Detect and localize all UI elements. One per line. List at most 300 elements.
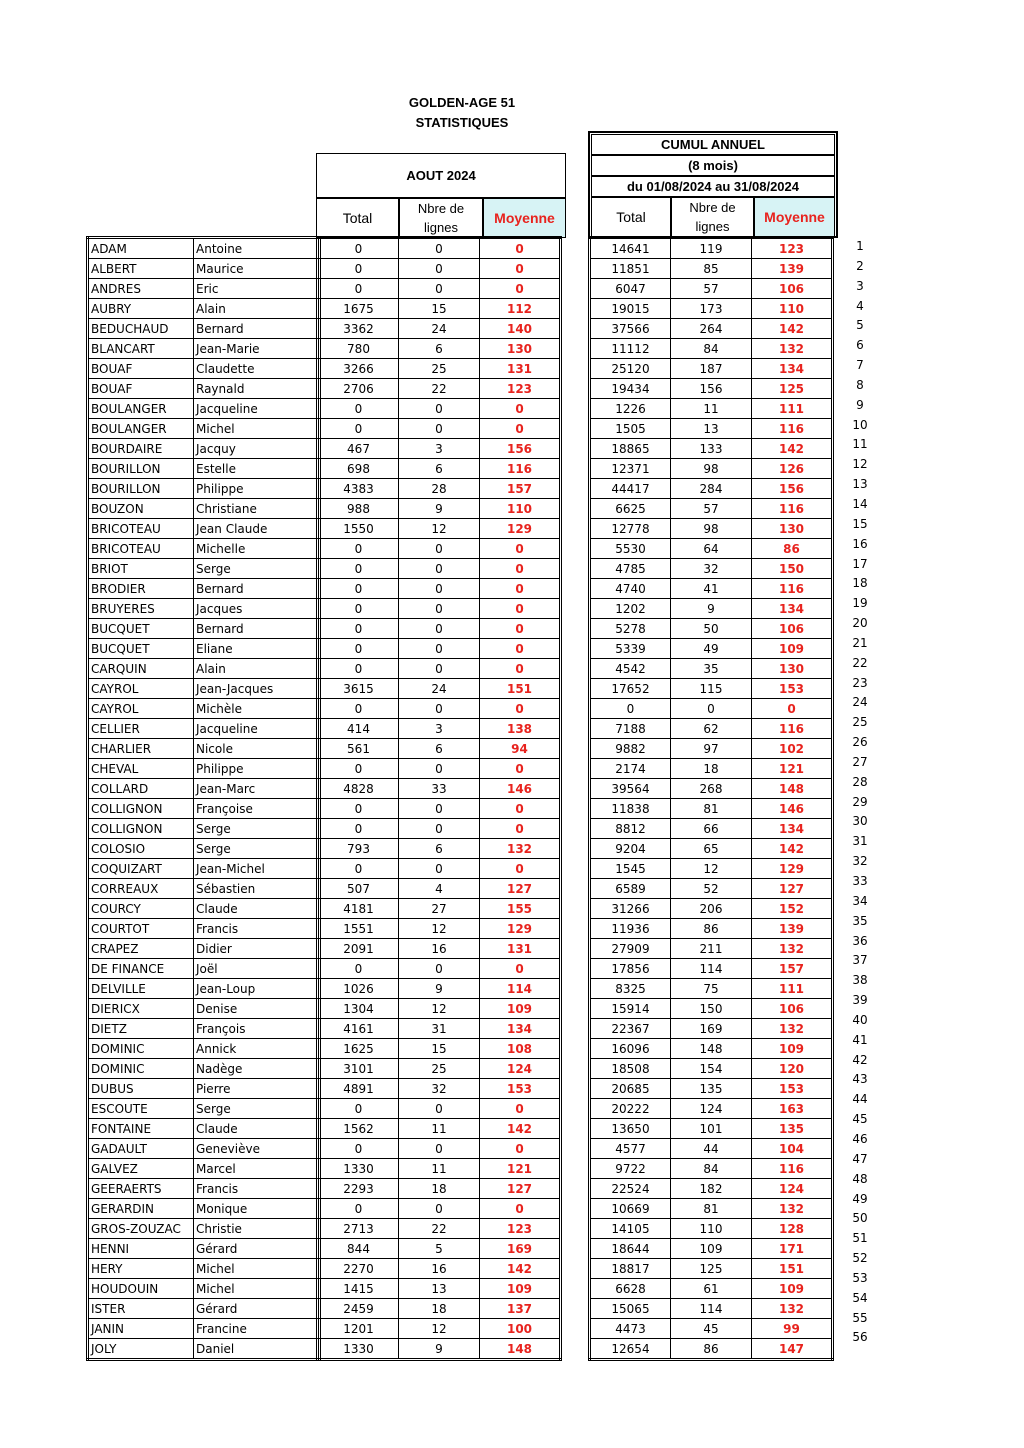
table-row (590, 1179, 833, 1199)
aout-total-cell: 988 (318, 499, 399, 519)
table-row (590, 999, 833, 1019)
cumul-total-cell: 4740 (590, 579, 671, 599)
table-row (88, 739, 320, 759)
aout-moyenne-cell: 0 (480, 699, 561, 719)
table-row (88, 1119, 320, 1139)
table-row (590, 238, 833, 259)
cumul-lignes-cell: 45 (671, 1319, 752, 1339)
aout-lignes-cell: 0 (399, 539, 480, 559)
player-lastname: COLLARD (88, 779, 194, 799)
aout-lignes-cell: 0 (399, 1139, 480, 1159)
player-lastname: HERY (88, 1259, 194, 1279)
cumul-total-cell: 13650 (590, 1119, 671, 1139)
player-firstname: Christie (194, 1219, 320, 1239)
table-row (318, 1079, 561, 1099)
table-row (590, 599, 833, 619)
cumul-moyenne-cell: 111 (752, 979, 833, 999)
aout-lignes-cell: 12 (399, 1319, 480, 1339)
cumul-date-range: du 01/08/2024 au 31/08/2024 (591, 176, 835, 197)
aout-total-cell: 0 (318, 419, 399, 439)
aout-moyenne-cell: 0 (480, 238, 561, 259)
cumul-lignes-cell: 57 (671, 279, 752, 299)
table-row (318, 319, 561, 339)
cumul-moyenne-cell: 126 (752, 459, 833, 479)
aout-moyenne-cell: 124 (480, 1059, 561, 1079)
aout-moyenne-cell: 0 (480, 1139, 561, 1159)
table-row (88, 499, 320, 519)
cumul-moyenne-cell: 110 (752, 299, 833, 319)
aout-total-cell: 2459 (318, 1299, 399, 1319)
cumul-lignes-cell: 0 (671, 699, 752, 719)
table-row (590, 459, 833, 479)
player-firstname: Francis (194, 1179, 320, 1199)
aout-moyenne-cell: 0 (480, 599, 561, 619)
cumul-moyenne-cell: 111 (752, 399, 833, 419)
player-firstname: Maurice (194, 259, 320, 279)
aout-moyenne-header: Moyenne (483, 198, 566, 238)
aout-lignes-cell: 3 (399, 439, 480, 459)
cumul-total-cell: 44417 (590, 479, 671, 499)
player-firstname: Michel (194, 419, 320, 439)
table-row (590, 839, 833, 859)
table-row (88, 619, 320, 639)
player-lastname: BRIOT (88, 559, 194, 579)
cumul-total-cell: 1505 (590, 419, 671, 439)
aout-moyenne-cell: 131 (480, 359, 561, 379)
cumul-moyenne-cell: 132 (752, 939, 833, 959)
cumul-moyenne-cell: 121 (752, 759, 833, 779)
rank-number: 53 (852, 1270, 868, 1285)
player-lastname: ALBERT (88, 259, 194, 279)
cumul-lignes-cell: 64 (671, 539, 752, 559)
cumul-total-cell: 6047 (590, 279, 671, 299)
cumul-total-cell: 15065 (590, 1299, 671, 1319)
table-row (318, 419, 561, 439)
cumul-total-cell: 18817 (590, 1259, 671, 1279)
aout-lignes-cell: 0 (399, 279, 480, 299)
cumul-moyenne-cell: 147 (752, 1339, 833, 1360)
cumul-total-cell: 15914 (590, 999, 671, 1019)
player-lastname: HENNI (88, 1239, 194, 1259)
cumul-total-cell: 27909 (590, 939, 671, 959)
cumul-moyenne-cell: 116 (752, 499, 833, 519)
cumul-lignes-cell: 50 (671, 619, 752, 639)
rank-number: 48 (852, 1171, 868, 1186)
cumul-moyenne-cell: 152 (752, 899, 833, 919)
cumul-lignes-cell: 97 (671, 739, 752, 759)
cumul-moyenne-cell: 102 (752, 739, 833, 759)
cumul-moyenne-cell: 153 (752, 679, 833, 699)
table-row (590, 899, 833, 919)
cumul-total-cell: 5278 (590, 619, 671, 639)
player-firstname: Jacqueline (194, 719, 320, 739)
aout-moyenne-cell: 134 (480, 1019, 561, 1039)
table-row (590, 279, 833, 299)
player-firstname: Jean-Marc (194, 779, 320, 799)
player-firstname: Eric (194, 279, 320, 299)
cumul-moyenne-cell: 116 (752, 1159, 833, 1179)
rank-number: 24 (852, 695, 868, 710)
player-lastname: BRICOTEAU (88, 539, 194, 559)
aout-period-header (316, 153, 566, 198)
rank-number: 5 (856, 318, 864, 333)
cumul-total-cell: 12778 (590, 519, 671, 539)
cumul-lignes-cell: 75 (671, 979, 752, 999)
rank-number: 52 (852, 1251, 868, 1266)
rank-number: 41 (852, 1032, 868, 1047)
aout-lignes-cell: 24 (399, 679, 480, 699)
aout-moyenne-cell: 108 (480, 1039, 561, 1059)
aout-total-cell: 561 (318, 739, 399, 759)
player-lastname: COQUIZART (88, 859, 194, 879)
rank-number: 46 (852, 1131, 868, 1146)
rank-number: 28 (852, 774, 868, 789)
table-row (318, 299, 561, 319)
rank-number: 26 (852, 735, 868, 750)
table-row (318, 279, 561, 299)
aout-total-cell: 4383 (318, 479, 399, 499)
rank-number: 17 (852, 556, 868, 571)
aout-lignes-cell: 0 (399, 579, 480, 599)
cumul-moyenne-cell: 99 (752, 1319, 833, 1339)
player-firstname: Marcel (194, 1159, 320, 1179)
rank-number: 40 (852, 1012, 868, 1027)
table-row (590, 579, 833, 599)
aout-moyenne-cell: 112 (480, 299, 561, 319)
table-row (88, 1019, 320, 1039)
table-row (88, 1139, 320, 1159)
player-lastname: BRICOTEAU (88, 519, 194, 539)
aout-lignes-cell: 15 (399, 1039, 480, 1059)
cumul-lignes-cell: 66 (671, 819, 752, 839)
cumul-lignes-cell: 154 (671, 1059, 752, 1079)
player-lastname: BOURILLON (88, 479, 194, 499)
cumul-lignes-cell: 114 (671, 1299, 752, 1319)
aout-lignes-cell: 3 (399, 719, 480, 739)
aout-total-cell: 2270 (318, 1259, 399, 1279)
rank-number: 19 (852, 596, 868, 611)
cumul-moyenne-cell: 156 (752, 479, 833, 499)
rank-number: 50 (852, 1211, 868, 1226)
aout-lignes-header: Nbre de lignes (399, 198, 483, 238)
aout-lignes-cell: 27 (399, 899, 480, 919)
table-row (318, 1099, 561, 1119)
table-row (590, 659, 833, 679)
player-lastname: CHARLIER (88, 739, 194, 759)
table-row (88, 439, 320, 459)
aout-lignes-cell: 0 (399, 799, 480, 819)
cumul-total-cell: 5339 (590, 639, 671, 659)
table-row (318, 339, 561, 359)
table-row (318, 719, 561, 739)
aout-total-cell: 4161 (318, 1019, 399, 1039)
aout-moyenne-cell: 137 (480, 1299, 561, 1319)
rank-number: 29 (852, 794, 868, 809)
cumul-lignes-cell: 41 (671, 579, 752, 599)
aout-lignes-cell: 12 (399, 519, 480, 539)
aout-total-cell: 1415 (318, 1279, 399, 1299)
cumul-lignes-cell: 284 (671, 479, 752, 499)
table-row (88, 539, 320, 559)
cumul-lignes-cell: 264 (671, 319, 752, 339)
aout-total-cell: 507 (318, 879, 399, 899)
cumul-total-cell: 10669 (590, 1199, 671, 1219)
aout-total-cell: 0 (318, 399, 399, 419)
aout-moyenne-cell: 110 (480, 499, 561, 519)
cumul-total-cell: 12371 (590, 459, 671, 479)
table-row (88, 359, 320, 379)
aout-lignes-cell: 0 (399, 639, 480, 659)
table-row (88, 779, 320, 799)
aout-total-cell: 1625 (318, 1039, 399, 1059)
table-row (590, 299, 833, 319)
aout-period-label: AOUT 2024 (406, 168, 476, 183)
player-firstname: Didier (194, 939, 320, 959)
table-row (318, 1239, 561, 1259)
player-lastname: DIERICX (88, 999, 194, 1019)
table-row (318, 259, 561, 279)
cumul-total-cell: 6628 (590, 1279, 671, 1299)
player-firstname: Antoine (194, 238, 320, 259)
aout-lignes-cell: 25 (399, 359, 480, 379)
table-row (590, 1079, 833, 1099)
table-row (88, 839, 320, 859)
cumul-total-cell: 12654 (590, 1339, 671, 1360)
cumul-total-cell: 14105 (590, 1219, 671, 1239)
rank-number: 42 (852, 1052, 868, 1067)
cumul-total-cell: 4542 (590, 659, 671, 679)
rank-number: 55 (852, 1310, 868, 1325)
player-lastname: DOMINIC (88, 1039, 194, 1059)
aout-lignes-cell: 15 (399, 299, 480, 319)
aout-total-cell: 2091 (318, 939, 399, 959)
aout-total-cell: 0 (318, 279, 399, 299)
table-row (88, 1259, 320, 1279)
rank-number: 12 (852, 457, 868, 472)
cumul-total-cell: 39564 (590, 779, 671, 799)
aout-total-cell: 414 (318, 719, 399, 739)
table-row (88, 238, 320, 259)
player-firstname: Jacques (194, 599, 320, 619)
aout-moyenne-cell: 0 (480, 619, 561, 639)
table-row (88, 599, 320, 619)
player-lastname: BOULANGER (88, 399, 194, 419)
cumul-moyenne-cell: 0 (752, 699, 833, 719)
table-row (318, 1259, 561, 1279)
aout-lignes-cell: 6 (399, 339, 480, 359)
cumul-lignes-cell: 156 (671, 379, 752, 399)
table-row (318, 579, 561, 599)
cumul-total-cell: 11838 (590, 799, 671, 819)
table-row (590, 779, 833, 799)
table-row (590, 439, 833, 459)
table-row (318, 959, 561, 979)
cumul-moyenne-cell: 171 (752, 1239, 833, 1259)
cumul-moyenne-cell: 142 (752, 439, 833, 459)
player-firstname: Serge (194, 839, 320, 859)
aout-total-cell: 2293 (318, 1179, 399, 1199)
aout-moyenne-cell: 148 (480, 1339, 561, 1360)
aout-total-cell: 3101 (318, 1059, 399, 1079)
rank-number: 31 (852, 834, 868, 849)
cumul-moyenne-cell: 132 (752, 1199, 833, 1219)
table-row (318, 1159, 561, 1179)
cumul-lignes-cell: 61 (671, 1279, 752, 1299)
aout-moyenne-cell: 138 (480, 719, 561, 739)
table-row (318, 879, 561, 899)
aout-moyenne-cell: 0 (480, 419, 561, 439)
aout-total-cell: 0 (318, 259, 399, 279)
cumul-lignes-cell: 11 (671, 399, 752, 419)
table-row (88, 999, 320, 1019)
player-lastname: ISTER (88, 1299, 194, 1319)
rank-number: 32 (852, 854, 868, 869)
table-row (88, 1199, 320, 1219)
cumul-total-cell: 9204 (590, 839, 671, 859)
cumul-total-cell: 6589 (590, 879, 671, 899)
cumul-total-cell: 18508 (590, 1059, 671, 1079)
aout-moyenne-cell: 121 (480, 1159, 561, 1179)
table-row (590, 1259, 833, 1279)
table-row (88, 1099, 320, 1119)
cumul-total-cell: 7188 (590, 719, 671, 739)
aout-total-cell: 1304 (318, 999, 399, 1019)
aout-moyenne-cell: 130 (480, 339, 561, 359)
player-firstname: Claude (194, 899, 320, 919)
table-row (590, 1159, 833, 1179)
aout-total-cell: 3615 (318, 679, 399, 699)
aout-moyenne-cell: 153 (480, 1079, 561, 1099)
player-lastname: DE FINANCE (88, 959, 194, 979)
player-firstname: Nadège (194, 1059, 320, 1079)
cumul-lignes-cell: 44 (671, 1139, 752, 1159)
table-row (318, 679, 561, 699)
aout-total-cell: 793 (318, 839, 399, 859)
player-lastname: AUBRY (88, 299, 194, 319)
table-row (318, 599, 561, 619)
rank-number: 8 (856, 377, 864, 392)
player-lastname: BOUAF (88, 359, 194, 379)
rank-number: 38 (852, 973, 868, 988)
table-row (88, 319, 320, 339)
aout-moyenne-cell: 114 (480, 979, 561, 999)
aout-lignes-cell: 18 (399, 1179, 480, 1199)
cumul-total-cell: 9722 (590, 1159, 671, 1179)
table-row (590, 939, 833, 959)
cumul-moyenne-cell: 146 (752, 799, 833, 819)
aout-total-cell: 0 (318, 759, 399, 779)
aout-lignes-cell: 0 (399, 559, 480, 579)
aout-total-cell: 1330 (318, 1159, 399, 1179)
cumul-lignes-cell: 110 (671, 1219, 752, 1239)
table-row (318, 899, 561, 919)
cumul-moyenne-cell: 128 (752, 1219, 833, 1239)
cumul-total-cell: 4577 (590, 1139, 671, 1159)
table-row (88, 279, 320, 299)
player-firstname: Alain (194, 659, 320, 679)
player-lastname: BOULANGER (88, 419, 194, 439)
player-firstname: Francine (194, 1319, 320, 1339)
aout-lignes-cell: 9 (399, 979, 480, 999)
player-lastname: CORREAUX (88, 879, 194, 899)
player-lastname: GROS-ZOUZAC (88, 1219, 194, 1239)
table-row (318, 999, 561, 1019)
player-firstname: Nicole (194, 739, 320, 759)
aout-total-cell: 2706 (318, 379, 399, 399)
table-row (590, 339, 833, 359)
table-row (590, 919, 833, 939)
cumul-total-cell: 37566 (590, 319, 671, 339)
aout-moyenne-cell: 0 (480, 539, 561, 559)
cumul-moyenne-cell: 134 (752, 599, 833, 619)
player-lastname: BRUYERES (88, 599, 194, 619)
aout-moyenne-cell: 0 (480, 639, 561, 659)
aout-lignes-cell: 0 (399, 1199, 480, 1219)
players-names-table (86, 236, 321, 1361)
cumul-total-cell: 20685 (590, 1079, 671, 1099)
player-lastname: DOMINIC (88, 1059, 194, 1079)
aout-total-cell: 1201 (318, 1319, 399, 1339)
aout-lignes-cell: 22 (399, 379, 480, 399)
aout-lignes-cell: 12 (399, 999, 480, 1019)
table-row (318, 739, 561, 759)
cumul-lignes-cell: 32 (671, 559, 752, 579)
aout-moyenne-cell: 132 (480, 839, 561, 859)
rank-number: 54 (852, 1290, 868, 1305)
aout-moyenne-cell: 0 (480, 819, 561, 839)
rank-number: 21 (852, 635, 868, 650)
cumul-lignes-cell: 85 (671, 259, 752, 279)
cumul-moyenne-cell: 139 (752, 919, 833, 939)
aout-moyenne-cell: 156 (480, 439, 561, 459)
table-row (88, 799, 320, 819)
table-row (318, 819, 561, 839)
cumul-moyenne-cell: 120 (752, 1059, 833, 1079)
cumul-lignes-cell: 98 (671, 519, 752, 539)
cumul-total-cell: 4785 (590, 559, 671, 579)
cumul-moyenne-cell: 130 (752, 519, 833, 539)
rank-number: 35 (852, 913, 868, 928)
table-row (318, 979, 561, 999)
aout-total-header: Total (316, 198, 399, 238)
player-firstname: Serge (194, 819, 320, 839)
aout-moyenne-cell: 131 (480, 939, 561, 959)
table-row (590, 1019, 833, 1039)
table-row (318, 939, 561, 959)
player-lastname: DUBUS (88, 1079, 194, 1099)
rank-number: 56 (852, 1330, 868, 1345)
cumul-moyenne-cell: 86 (752, 539, 833, 559)
aout-moyenne-cell: 0 (480, 559, 561, 579)
table-row (88, 639, 320, 659)
table-row (590, 1319, 833, 1339)
player-firstname: Françoise (194, 799, 320, 819)
table-row (318, 619, 561, 639)
table-row (88, 919, 320, 939)
aout-total-cell: 3266 (318, 359, 399, 379)
aout-total-cell: 0 (318, 238, 399, 259)
aout-total-cell: 1551 (318, 919, 399, 939)
cumul-lignes-cell: 18 (671, 759, 752, 779)
cumul-total-cell: 2174 (590, 759, 671, 779)
player-lastname: HOUDOUIN (88, 1279, 194, 1299)
aout-total-cell: 3362 (318, 319, 399, 339)
aout-moyenne-cell: 146 (480, 779, 561, 799)
table-row (590, 879, 833, 899)
rank-number: 9 (856, 397, 864, 412)
table-row (590, 379, 833, 399)
cumul-lignes-cell: 84 (671, 339, 752, 359)
